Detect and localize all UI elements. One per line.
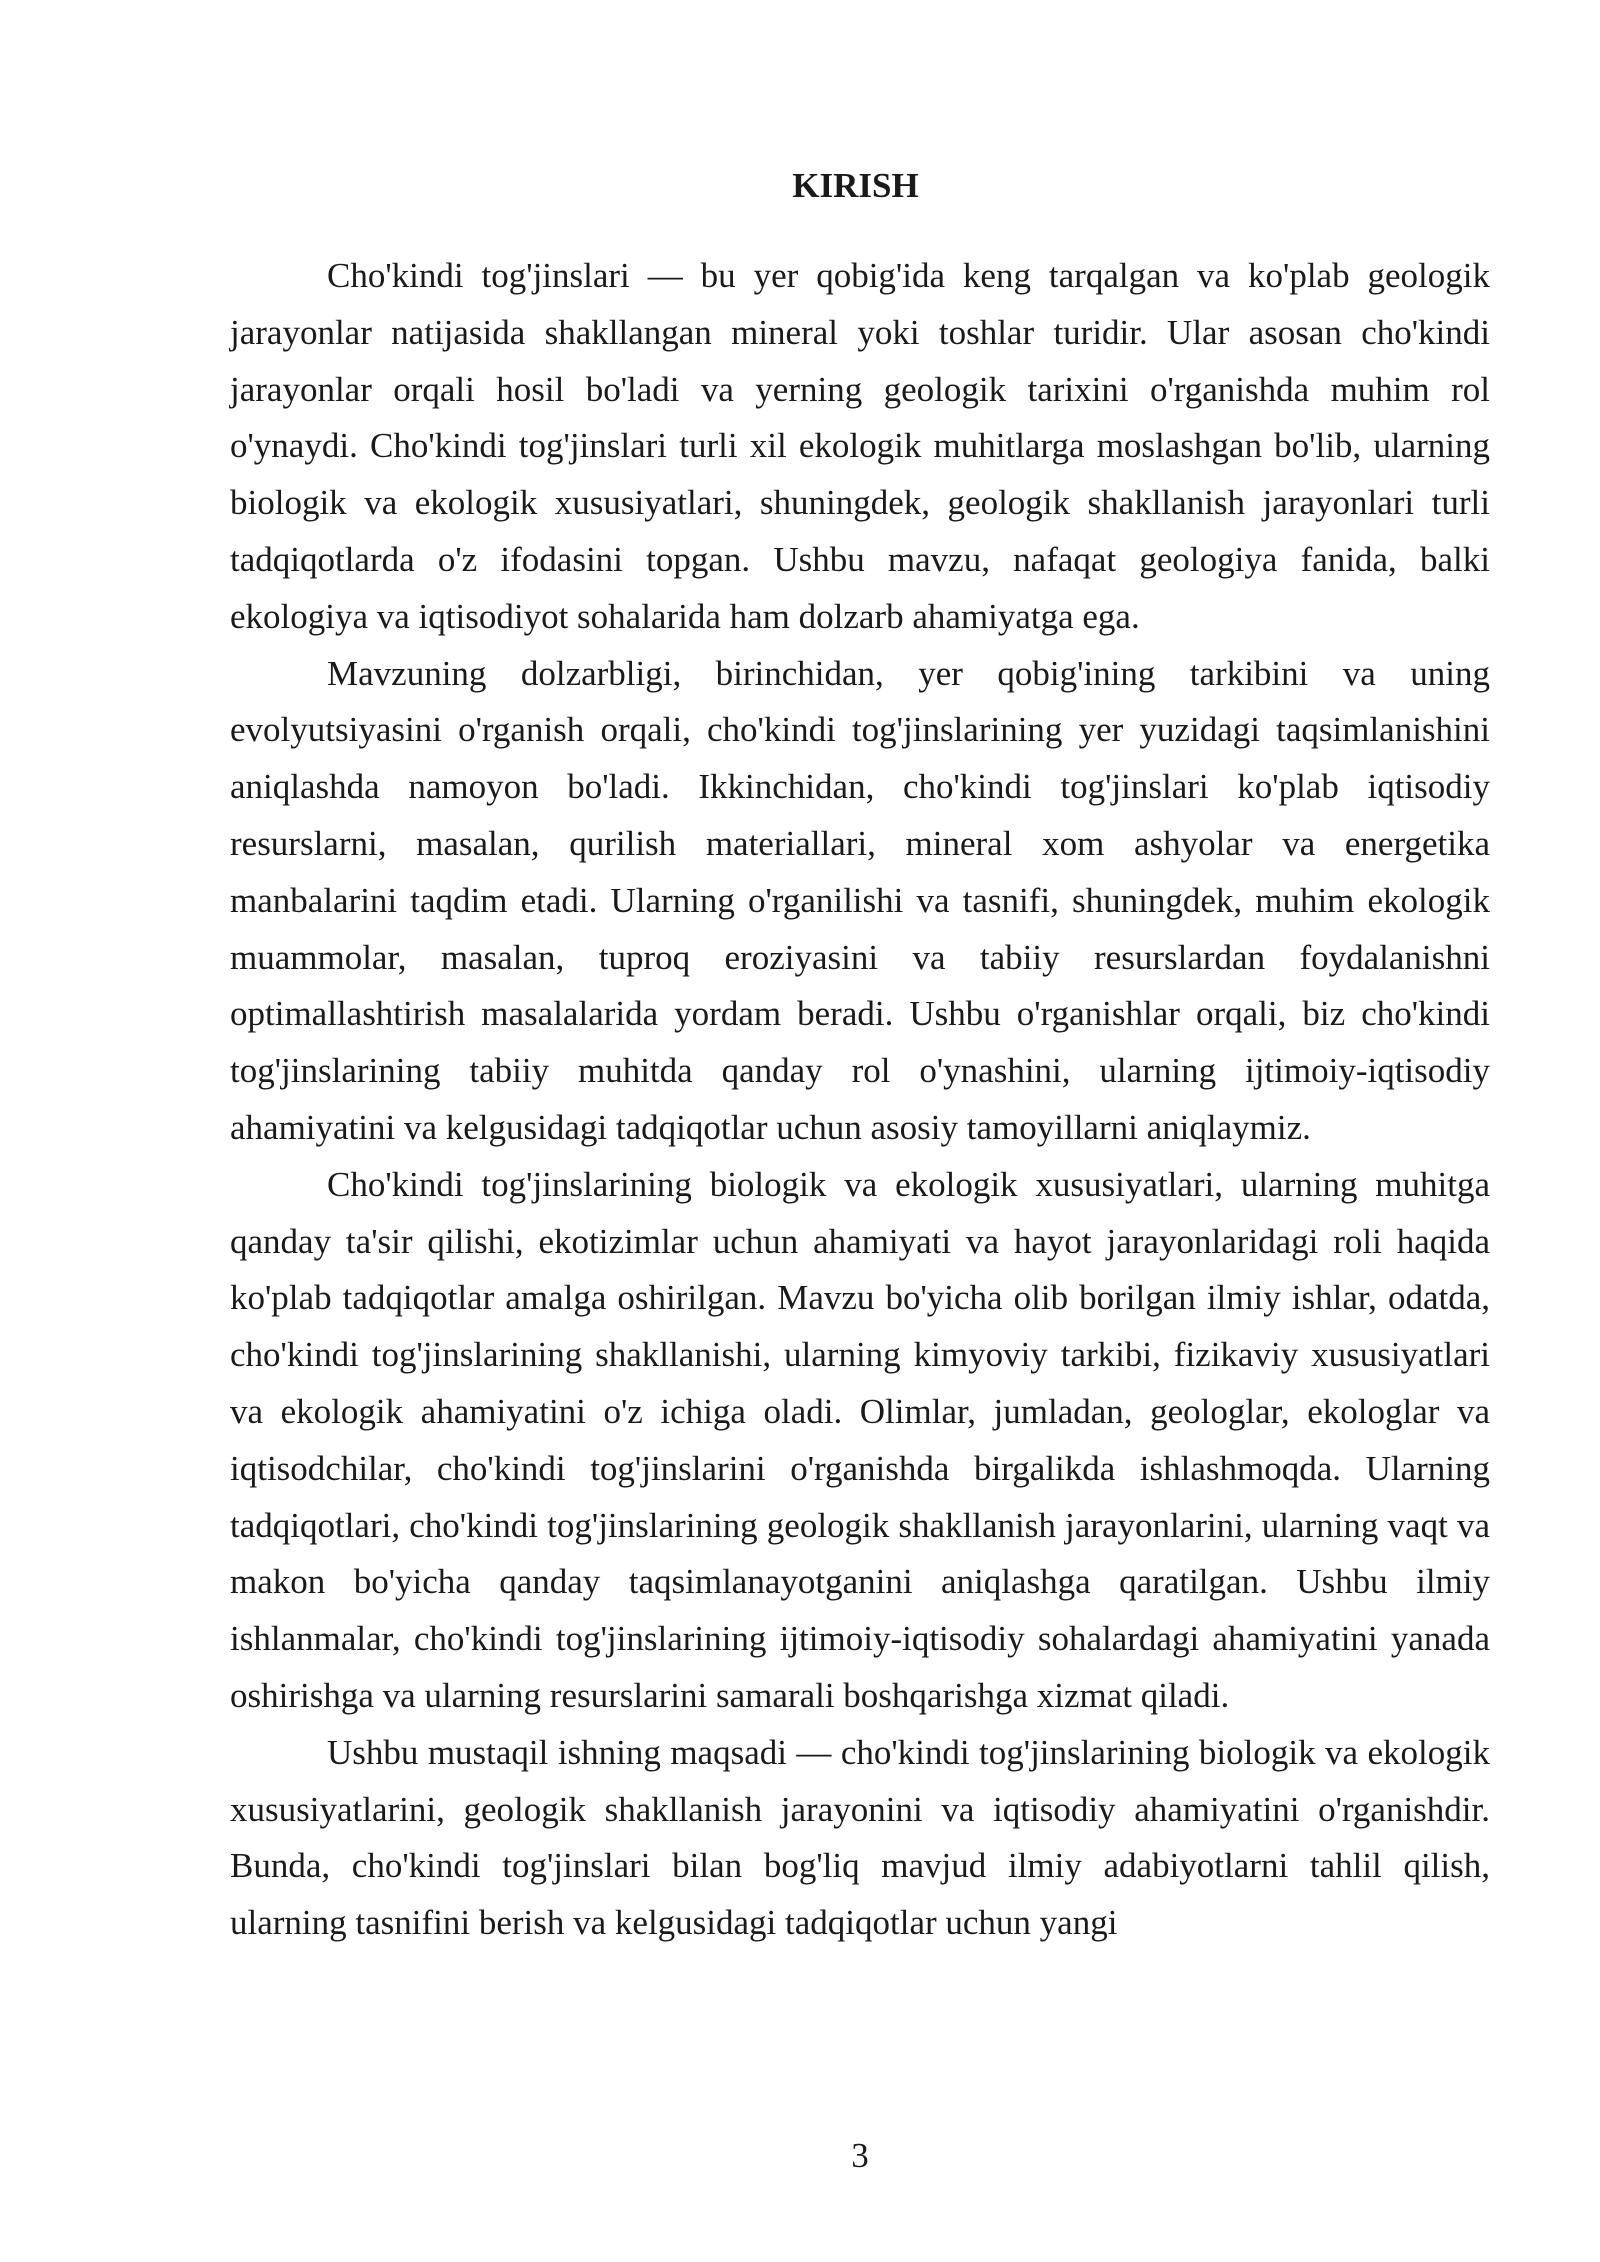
paragraph-3: Cho'kindi tog'jinslarining biologik va ekologik xususiyatlari, ularning muhitga qanday ta'sir qilishi, ekotizimlar uchun ahamiyati va hayot jarayonlaridagi roli haqida ko'plab tadqiqotlar amalga oshirilgan. Mavzu bo'yicha olib borilgan ilmiy ishlar, odatda, cho'kindi tog'jinslarining shakllanishi, ularning kimyoviy tarkibi, fizikaviy xususiyatlari va ekologik ahamiyatini o'z ichiga oladi. Olimlar, jumladan, geologlar, ekologlar va iqtisodchilar, cho'kindi tog'jinslarini o'rganishda birgalikda ishlashmoqda. Ularning tadqiqotlari, cho'kindi tog'jinslarining geologik shakllanish jarayonlarini, ularning vaqt va makon bo'yicha qanday taqsimlanayotganini aniqlashga qaratilgan. Ushbu ilmiy ishlanmalar, cho'kindi tog'jinslarining ijtimoiy-iqtisodiy sohalardagi ahamiyatini yanada oshirishga va ularning resurslarini samarali boshqarishga xizmat qiladi. [230,1164,1490,1715]
body-text [230,248,1490,1952]
page-title: KIRISH [792,166,919,205]
paragraph-1: Cho'kindi tog'jinslari — bu yer qobig'ida keng tarqalgan va ko'plab geologik jarayonlar natijasida shakllangan mineral yoki toshlar turidir. Ular asosan cho'kindi jarayonlar orqali hosil bo'ladi va yerning geologik tarixini o'rganishda muhim rol o'ynaydi. Cho'kindi tog'jinslari turli xil ekologik muhitlarga moslashgan bo'lib, ularning biologik va ekologik xususiyatlari, shuningdek, geologik shakllanish jarayonlari turli tadqiqotlarda o'z ifodasini topgan. Ushbu mavzu, nafaqat geologiya fanida, balki ekologiya va iqtisodiyot sohalarida ham dolzarb ahamiyatga ega. [230,256,1490,636]
paragraph-2: Mavzuning dolzarbligi, birinchidan, yer qobig'ining tarkibini va uning evolyutsiyasini o'rganish orqali, cho'kindi tog'jinslarining yer yuzidagi taqsimlanishini aniqlashda namoyon bo'ladi. Ikkinchidan, cho'kindi tog'jinslari ko'plab iqtisodiy resurslarni, masalan, qurilish materiallari, mineral xom ashyolar va energetika manbalarini taqdim etadi. Ularning o'rganilishi va tasnifi, shuningdek, muhim ekologik muammolar, masalan, tuproq eroziyasini va tabiiy resurslardan foydalanishni optimallashtirish masalalarida yordam beradi. Ushbu o'rganishlar orqali, biz cho'kindi tog'jinslarining tabiiy muhitda qanday rol o'ynashini, ularning ijtimoiy-iqtisodiy ahamiyatini va kelgusidagi tadqiqotlar uchun asosiy tamoyillarni aniqlaymiz. [230,653,1490,1147]
page-number: 3 [851,2136,869,2175]
paragraph-4: Ushbu mustaqil ishning maqsadi — cho'kindi tog'jinslarining biologik va ekologik xususiyatlarini, geologik shakllanish jarayonini va iqtisodiy ahamiyatini o'rganishdir. Bunda, cho'kindi tog'jinslari bilan bog'liq mavjud ilmiy adabiyotlarni tahlil qilish, ularning tasnifini berish va kelgusidagi tadqiqotlar uchun yangi [230,1732,1490,1943]
